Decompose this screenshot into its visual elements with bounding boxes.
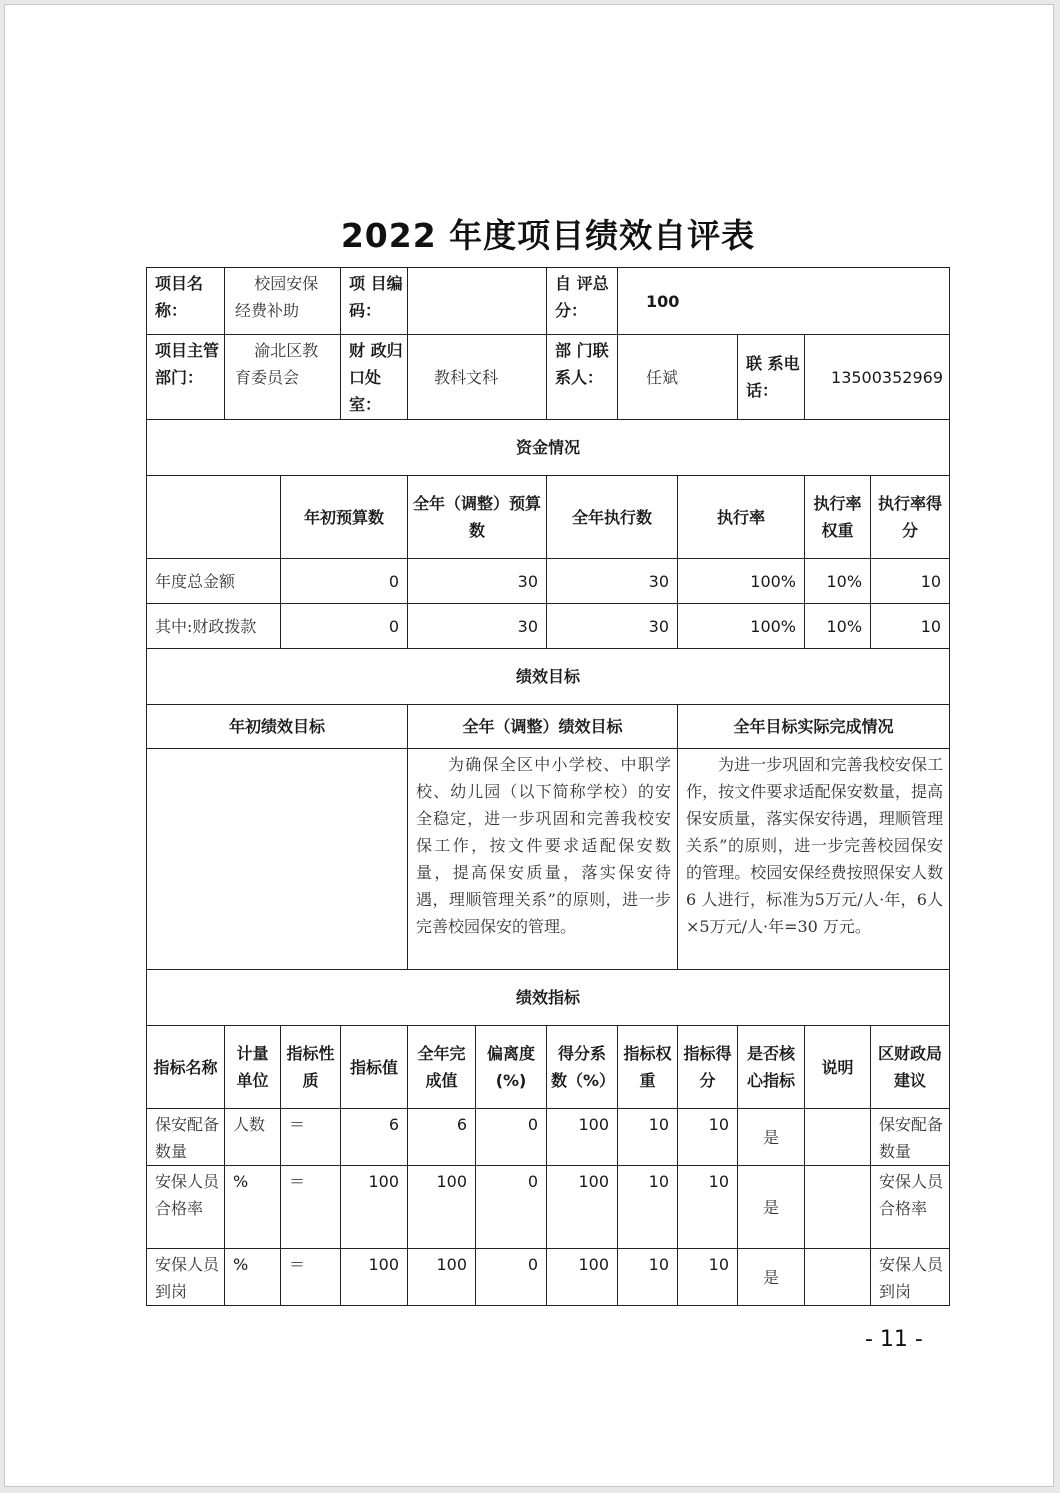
indicator-col-header: 计量单位 xyxy=(225,1026,281,1109)
dept-label: 项目主管 部门： xyxy=(147,335,225,420)
indicator-coef: 100 xyxy=(547,1249,618,1306)
indicator-target: 6 xyxy=(341,1109,408,1166)
indicator-col-header: 说明 xyxy=(805,1026,871,1109)
funds-col-header: 年初预算数 xyxy=(281,476,408,559)
table-row xyxy=(147,1166,950,1249)
funds-cell: 30 xyxy=(408,604,547,649)
funds-cell: 30 xyxy=(408,559,547,604)
indicator-col-header: 全年完成值 xyxy=(408,1026,476,1109)
funds-cell: 10 xyxy=(871,559,950,604)
indicator-nature: ＝ xyxy=(281,1166,341,1249)
indicator-nature: ＝ xyxy=(281,1249,341,1306)
contact-label: 部 门联 系人： xyxy=(547,335,618,420)
indicator-actual: 6 xyxy=(408,1109,476,1166)
phone-label: 联 系电话： xyxy=(738,335,805,420)
goals-adjusted-text: 为确保全区中小学校、中职学校、幼儿园（以下简称学校）的安全稳定，进一步巩固和完善我校安保工作，按文件要求适配保安数量，提高保安质量，落实保安待遇，理顺管理关系”的原则，进一步完善校园保安的管理。 xyxy=(408,749,678,970)
self-score-label: 自 评总分： xyxy=(547,268,618,335)
finance-value: 教科文科 xyxy=(408,335,547,420)
indicator-core: 是 xyxy=(738,1166,805,1249)
indicator-unit: 人数 xyxy=(225,1109,281,1166)
indicator-col-header: 区财政局建议 xyxy=(871,1026,950,1109)
indicator-advice: 安保人员合格率 xyxy=(871,1166,950,1249)
indicator-note xyxy=(805,1249,871,1306)
funds-cell: 30 xyxy=(547,559,678,604)
funds-col-header: 执行率权重 xyxy=(805,476,871,559)
goals-col-actual: 全年目标实际完成情况 xyxy=(678,705,950,749)
indicator-note xyxy=(805,1166,871,1249)
indicator-col-header: 指标得分 xyxy=(678,1026,738,1109)
funds-cell: 100% xyxy=(678,559,805,604)
indicator-deviation: 0 xyxy=(476,1249,547,1306)
goals-initial-text xyxy=(147,749,408,970)
indicator-score: 10 xyxy=(678,1166,738,1249)
indicator-note xyxy=(805,1109,871,1166)
indicator-col-header: 指标值 xyxy=(341,1026,408,1109)
document-page xyxy=(4,4,1054,1487)
indicator-core: 是 xyxy=(738,1249,805,1306)
funds-cell: 0 xyxy=(281,559,408,604)
funds-cell: 10% xyxy=(805,604,871,649)
funds-cell: 10 xyxy=(871,604,950,649)
indicator-weight: 10 xyxy=(618,1109,678,1166)
indicator-nature: ＝ xyxy=(281,1109,341,1166)
funds-cell: 10% xyxy=(805,559,871,604)
evaluation-table xyxy=(146,267,950,1306)
funds-col-header: 全年（调整）预算数 xyxy=(408,476,547,559)
goals-col-adjusted: 全年（调整）绩效目标 xyxy=(408,705,678,749)
project-code-value xyxy=(408,268,547,335)
project-name-label: 项目名称： xyxy=(147,268,225,335)
table-row xyxy=(147,1249,950,1306)
indicator-col-header: 偏离度(%) xyxy=(476,1026,547,1109)
page-number: - 11 - xyxy=(865,1327,923,1352)
indicator-actual: 100 xyxy=(408,1249,476,1306)
funds-section-title: 资金情况 xyxy=(147,420,950,476)
finance-label: 财 政归 口处室： xyxy=(341,335,408,420)
dept-value: 渝北区教育委员会 xyxy=(225,335,341,420)
indicator-weight: 10 xyxy=(618,1166,678,1249)
indicator-core: 是 xyxy=(738,1109,805,1166)
phone-value: 13500352969 xyxy=(805,335,950,420)
indicator-advice: 保安配备数量 xyxy=(871,1109,950,1166)
indicator-score: 10 xyxy=(678,1109,738,1166)
indicator-weight: 10 xyxy=(618,1249,678,1306)
indicator-score: 10 xyxy=(678,1249,738,1306)
indicator-unit: % xyxy=(225,1166,281,1249)
project-code-label: 项 目编码： xyxy=(341,268,408,335)
funds-col-header: 执行率 xyxy=(678,476,805,559)
indicator-col-header: 指标权重 xyxy=(618,1026,678,1109)
indicator-deviation: 0 xyxy=(476,1166,547,1249)
page-title: 2022 年度项目绩效自评表 xyxy=(340,216,756,255)
goals-section-title: 绩效目标 xyxy=(147,649,950,705)
indicator-coef: 100 xyxy=(547,1109,618,1166)
goals-actual-text: 为进一步巩固和完善我校安保工作，按文件要求适配保安数量，提高保安质量，落实保安待遇，理顺管理关系”的原则，进一步完善校园保安的管理。校园安保经费按照保安人数 6 人进行，标准为5万元/人·年，6人×5万元/人·年=30 万元。 xyxy=(678,749,950,970)
indicator-actual: 100 xyxy=(408,1166,476,1249)
indicator-deviation: 0 xyxy=(476,1109,547,1166)
indicator-name: 保安配备数量 xyxy=(147,1109,225,1166)
indicator-target: 100 xyxy=(341,1249,408,1306)
funds-row-label: 年度总金额 xyxy=(147,559,281,604)
funds-cell: 100% xyxy=(678,604,805,649)
indicator-unit: % xyxy=(225,1249,281,1306)
project-name-value: 校园安保经费补助 xyxy=(225,268,341,335)
indicator-col-header: 指标名称 xyxy=(147,1026,225,1109)
self-score-value: 100 xyxy=(618,268,950,335)
funds-col-header: 全年执行数 xyxy=(547,476,678,559)
funds-row-label: 其中:财政拨款 xyxy=(147,604,281,649)
indicator-target: 100 xyxy=(341,1166,408,1249)
indicators-section-title: 绩效指标 xyxy=(147,970,950,1026)
funds-cell: 30 xyxy=(547,604,678,649)
table-row xyxy=(147,1109,950,1166)
indicator-coef: 100 xyxy=(547,1166,618,1249)
funds-cell: 0 xyxy=(281,604,408,649)
indicator-col-header: 指标性质 xyxy=(281,1026,341,1109)
contact-value: 任斌 xyxy=(618,335,738,420)
indicator-name: 安保人员合格率 xyxy=(147,1166,225,1249)
indicator-col-header: 得分系数（%） xyxy=(547,1026,618,1109)
indicator-advice: 安保人员到岗 xyxy=(871,1249,950,1306)
funds-col-header: 执行率得分 xyxy=(871,476,950,559)
indicator-name: 安保人员到岗 xyxy=(147,1249,225,1306)
goals-col-initial: 年初绩效目标 xyxy=(147,705,408,749)
funds-corner-cell xyxy=(147,476,281,559)
indicator-col-header: 是否核心指标 xyxy=(738,1026,805,1109)
